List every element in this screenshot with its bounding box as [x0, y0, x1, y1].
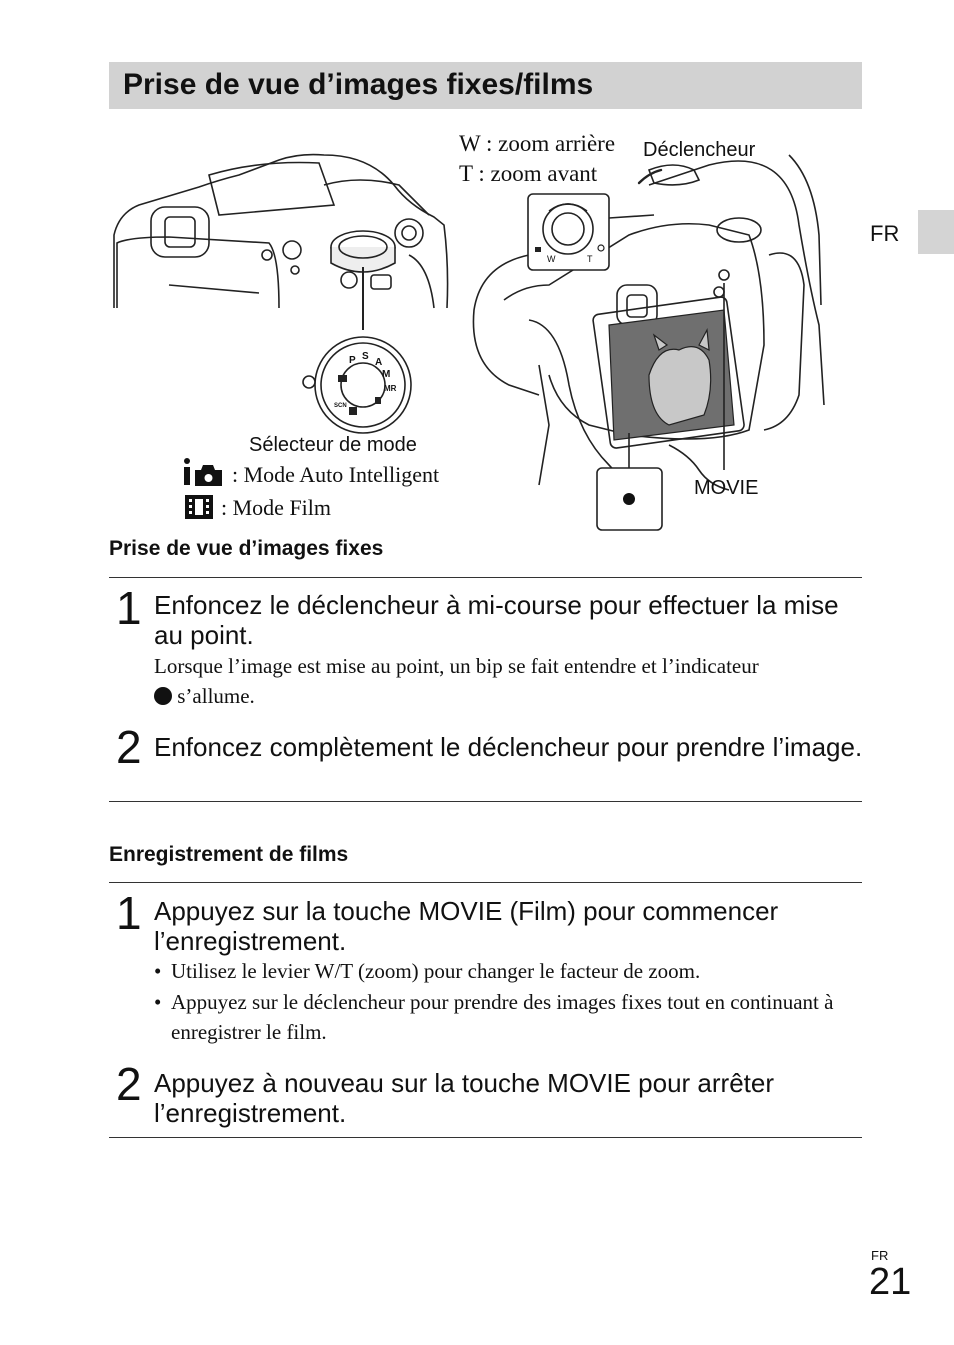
- still-step1-text: Enfoncez le déclencheur à mi-course pour effectuer la mise au point.: [154, 590, 839, 650]
- still-step1-detail-end: s’allume.: [172, 684, 255, 708]
- mode-dial-callout: Sélecteur de mode: [249, 434, 417, 456]
- bullet-mark: •: [154, 959, 162, 983]
- language-tab: [918, 210, 954, 254]
- movie-mode-icon: [185, 495, 213, 519]
- movie-rule-top: [109, 882, 862, 883]
- cat-photo: [609, 310, 734, 440]
- lever-t-label: T: [587, 254, 593, 264]
- zoom-w-callout: W : zoom arrière: [459, 131, 616, 156]
- movie-bullet-2-text: Appuyez sur le déclencheur pour prendre des images fixes tout en continuant à enregistrer le film.: [171, 990, 834, 1044]
- movie-button-inset: [597, 468, 662, 530]
- page-number: 21: [869, 1261, 912, 1303]
- zoom-callout-line: [609, 215, 654, 218]
- mode-auto-legend: : Mode Auto Intelligent: [232, 462, 440, 487]
- dial-letter-mr: MR: [384, 384, 397, 393]
- movie-rule-bottom: [109, 1137, 862, 1138]
- lever-w-label: W: [547, 254, 556, 264]
- shutter-callout: Déclencheur: [643, 139, 756, 161]
- dial-letter-m: M: [382, 369, 391, 380]
- still-rule-top: [109, 577, 862, 578]
- movie-step2-number: 2: [116, 1058, 142, 1110]
- zoom-t-callout: T : zoom avant: [459, 161, 598, 186]
- still-step2-text: Enfoncez complètement le déclencheur pour prendre l’image.: [154, 732, 863, 762]
- still-step2-number: 2: [116, 721, 142, 773]
- language-tab-label: FR: [870, 221, 900, 246]
- movie-bullet-1-text: Utilisez le levier W/T (zoom) pour changer le facteur de zoom.: [171, 959, 701, 983]
- page-number-lang: FR: [871, 1248, 889, 1263]
- movie-button-callout: MOVIE: [694, 477, 759, 499]
- movie-bullet-2: [154, 987, 854, 1047]
- mode-dial-top: [331, 231, 395, 272]
- bullet-mark: •: [154, 990, 162, 1014]
- intelligent-auto-icon: [184, 458, 222, 486]
- movie-step1-text: Appuyez sur la touche MOVIE (Film) pour commencer l’enregistrement.: [154, 896, 779, 956]
- still-step1-detail-line1: Lorsque l’image est mise au point, un bip se fait entendre et l’indicateur: [154, 654, 759, 678]
- movie-step2-text: Appuyez à nouveau sur la touche MOVIE pour arrêter l’enregistrement.: [154, 1068, 775, 1128]
- dial-letter-scn: SCN: [334, 403, 347, 409]
- dial-letter-s: S: [362, 351, 369, 362]
- zoom-lever-inset: [528, 194, 609, 270]
- still-section-title: Prise de vue d’images fixes: [109, 537, 384, 560]
- wide-icon: [535, 247, 541, 252]
- movie-bullet-1: [154, 956, 854, 986]
- still-step1-number: 1: [116, 582, 142, 634]
- movie-section-title: Enregistrement de films: [109, 843, 349, 866]
- page-title: Prise de vue d’images fixes/films: [123, 68, 594, 101]
- mode-movie-legend: : Mode Film: [221, 495, 332, 520]
- focus-indicator-icon: [154, 687, 172, 705]
- camera-rear-drawing: [114, 155, 448, 308]
- dial-letter-p: P: [349, 355, 356, 366]
- still-rule-bottom: [109, 801, 862, 802]
- still-step1-detail-line2: [154, 681, 864, 711]
- dial-letter-a: A: [375, 357, 383, 368]
- movie-step1-number: 1: [116, 887, 142, 939]
